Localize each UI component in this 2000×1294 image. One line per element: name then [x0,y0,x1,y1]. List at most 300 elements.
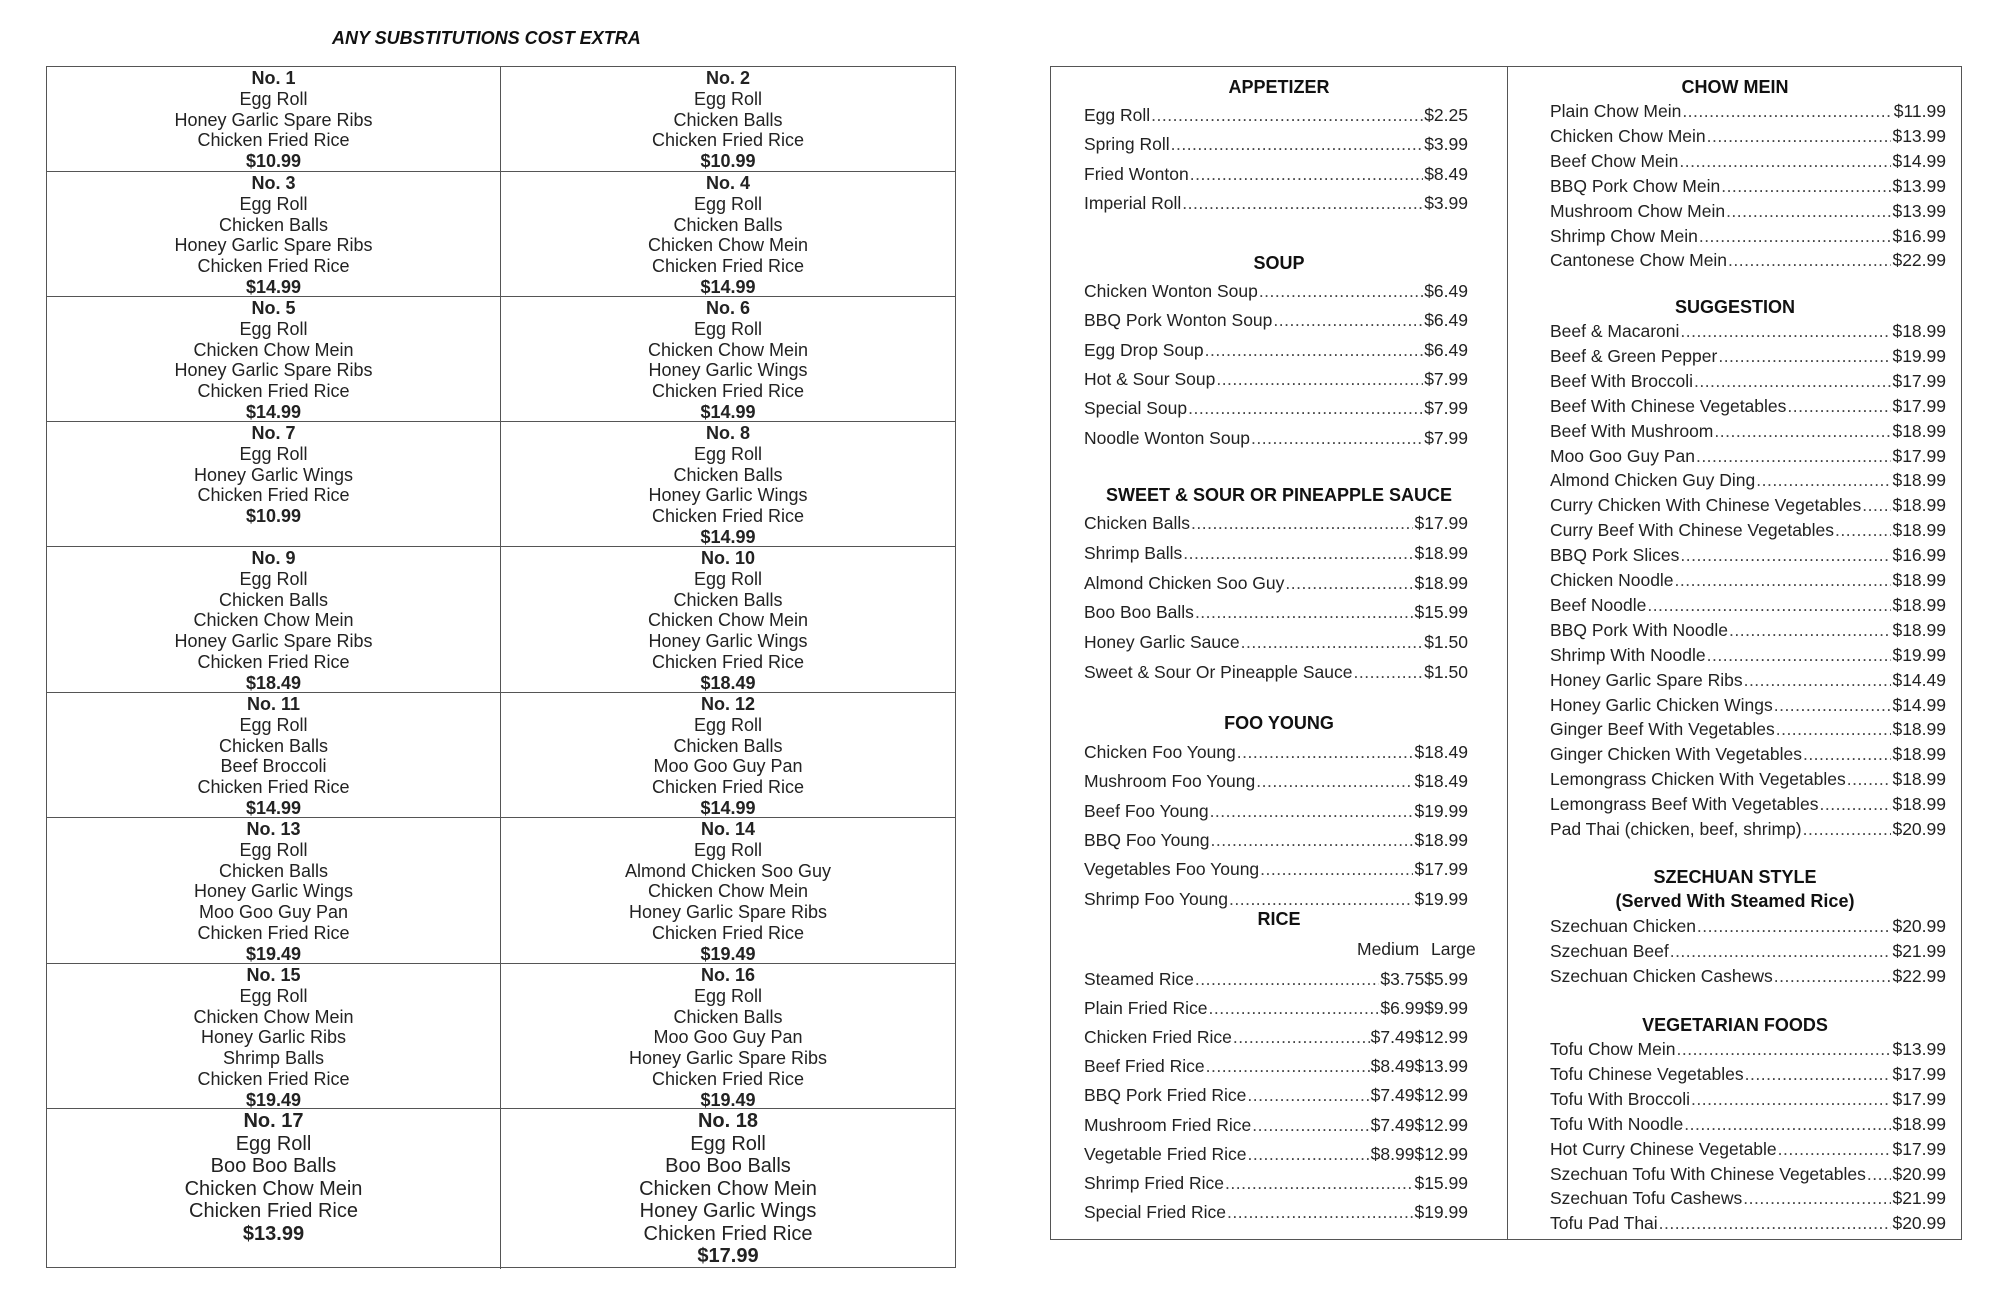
dot-leader [1803,819,1892,840]
dot-leader [1247,1144,1369,1165]
combo-item: Chicken Fried Rice [197,777,350,798]
dot-leader [1256,771,1413,792]
menu-item [1084,310,1468,331]
combo-item: Egg Roll [235,1132,312,1155]
menu-item-price: $8.49 [1370,1056,1415,1077]
combo-cell [47,67,501,171]
menu-item [1084,662,1468,683]
combo-number: No. 15 [246,965,301,985]
menu-item-name: Honey Garlic Spare Ribs [1550,669,1743,690]
combo-item: Chicken Balls [673,464,783,485]
menu-item-name: Szechuan Beef [1550,941,1669,961]
combo-item: Chicken Chow Mein [193,1006,354,1027]
menu-item [1084,1173,1468,1194]
menu-item [1550,151,1946,172]
menu-item-name: Shrimp Chow Mein [1550,225,1698,246]
dot-leader [1691,1089,1891,1110]
dot-leader [1171,134,1424,155]
menu-item-name: Szechuan Tofu With Chinese Vegetables [1550,1163,1866,1184]
dot-leader [1209,998,1380,1019]
combo-cell [501,172,955,296]
menu-item-price: $16.99 [1892,225,1946,246]
menu-item-name: Lemongrass Beef With Vegetables [1550,794,1819,815]
menu-item [1550,966,1946,987]
menu-item-price: $13.99 [1892,1039,1946,1059]
menu-item-name: Lemongrass Chicken With Vegetables [1550,769,1846,790]
dot-leader [1744,670,1892,691]
menu-item [1084,105,1468,126]
dot-leader [1233,1027,1370,1048]
combo-item: Honey Garlic Wings [193,464,354,485]
combo-item: Moo Goo Guy Pan [653,1027,803,1048]
combo-item: Chicken Chow Mein [647,235,809,256]
dot-leader [1699,226,1892,247]
menu-item-name: Shrimp Foo Young [1084,888,1228,909]
combo-price: $14.99 [700,797,756,818]
dot-leader [1225,1173,1413,1194]
combo-item: Chicken Fried Rice [651,651,805,672]
menu-item-name: BBQ Pork Fried Rice [1084,1085,1247,1106]
combo-item: Chicken Balls [673,735,783,756]
dot-leader [1835,520,1891,541]
section-title: VEGETARIAN FOODS [1642,1015,1828,1035]
dot-leader [1670,941,1892,962]
menu-item [1084,801,1468,822]
menu-item-price: $18.99 [1414,572,1468,593]
combo-row [47,1108,955,1269]
combo-price: $14.99 [700,401,756,422]
dot-leader [1211,830,1414,851]
combo-item: Chicken Balls [673,589,783,610]
dot-leader [1743,1188,1891,1209]
combo-price: $10.99 [245,151,302,172]
dot-leader [1862,495,1891,516]
menu-item-name: Beef Foo Young [1084,800,1209,821]
combo-number: No. 2 [705,68,750,88]
combo-number: No. 18 [697,1110,759,1132]
menu-item [1084,1115,1468,1136]
combo-item: Almond Chicken Soo Guy [624,860,832,881]
menu-item [1084,1144,1468,1165]
menu-item-name: Vegetable Fried Rice [1084,1143,1247,1164]
menu-item-name: Special Fried Rice [1084,1201,1226,1222]
combo-item: Honey Garlic Spare Ribs [628,1048,828,1069]
menu-item-name: Boo Boo Balls [1084,602,1194,623]
combo-item: Chicken Fried Rice [651,130,805,151]
menu-item [1084,164,1468,185]
combo-price: $18.49 [245,672,302,693]
menu-item [1084,1056,1468,1077]
menu-item-name: Curry Chicken With Chinese Vegetables [1550,495,1862,516]
menu-item [1550,695,1946,716]
menu-item-name: Tofu Pad Thai [1550,1213,1658,1234]
menu-item [1550,1188,1946,1209]
menu-item-name: Ginger Beef With Vegetables [1550,719,1775,740]
menu-item-name: Chicken Balls [1084,513,1191,533]
menu-item-name: BBQ Pork Wonton Soup [1084,310,1273,331]
combo-item: Egg Roll [693,985,763,1006]
menu-item-name: Chicken Fried Rice [1084,1027,1232,1048]
combo-cell [501,818,955,963]
dot-leader [1188,398,1423,419]
combo-item: Egg Roll [239,193,308,214]
combo-cell [47,547,501,692]
combo-item: Chicken Chow Mein [647,610,809,631]
menu-item [1550,1213,1946,1234]
menu-item-price: $18.99 [1892,470,1946,491]
combo-cell [47,172,501,296]
menu-item-price: $18.99 [1414,542,1468,563]
combo-cell [47,964,501,1108]
dot-leader [1273,310,1423,331]
combo-row [47,692,955,817]
rice-medium-header: Medium [1357,939,1420,959]
combo-price: $19.49 [245,943,302,964]
combo-item: Chicken Balls [218,735,329,756]
combo-number: No. 14 [700,819,756,839]
menu-board [1050,66,1962,1240]
menu-item [1550,1064,1946,1085]
combo-item: Chicken Chow Mein [647,339,809,360]
menu-item-name: Beef With Mushroom [1550,420,1714,441]
dot-leader [1728,250,1891,271]
menu-item [1084,602,1468,623]
dot-leader [1241,632,1424,653]
combo-item: Chicken Balls [673,214,783,235]
combo-row [47,171,955,296]
section-title: SUGGESTION [1674,297,1795,317]
menu-item-name: Spring Roll [1084,134,1170,155]
combo-item: Egg Roll [693,568,763,589]
menu-item-price-large: $12.99 [1414,1114,1468,1135]
menu-item [1084,859,1468,880]
menu-item-name: Pad Thai (chicken, beef, shrimp) [1550,819,1802,839]
menu-item-name: Fried Wonton [1084,163,1189,184]
combo-row [47,67,955,171]
combo-cell [501,67,955,171]
menu-item-price: $17.99 [1414,513,1468,533]
menu-item-name: Steamed Rice [1084,969,1194,989]
menu-item-price: $18.99 [1892,794,1946,815]
menu-item-name: Chicken Noodle [1550,570,1674,590]
combo-item: Chicken Fried Rice [651,1068,805,1089]
menu-item [1550,446,1946,467]
menu-item [1550,101,1946,122]
menu-item-price: $3.99 [1424,134,1468,155]
combo-row [47,963,955,1108]
menu-item-price: $22.99 [1892,966,1946,986]
combo-item: Chicken Fried Rice [197,130,350,151]
combo-item: Chicken Chow Mein [639,1177,817,1200]
combo-item: Chicken Fried Rice [643,1222,813,1245]
menu-item [1550,769,1946,790]
section-title: SOUP [1253,253,1305,273]
combo-price: $14.99 [245,401,302,422]
menu-item [1550,346,1946,367]
menu-item-name: Szechuan Tofu Cashews [1550,1188,1743,1209]
menu-item [1084,134,1468,155]
menu-item-name: BBQ Pork With Noodle [1550,619,1728,640]
menu-item-price: $21.99 [1892,941,1946,961]
combo-item: Chicken Fried Rice [197,1068,350,1089]
dot-leader [1182,193,1423,214]
menu-item [1550,520,1946,541]
combo-row [47,546,955,692]
menu-item-name: BBQ Foo Young [1084,829,1210,850]
menu-item-name: Szechuan Chicken [1550,916,1696,936]
menu-item-name: BBQ Pork Chow Mein [1550,175,1721,196]
combo-item: Honey Garlic Spare Ribs [174,235,373,256]
section-title: RICE [1257,909,1301,929]
menu-item [1550,495,1946,516]
combo-table [46,66,956,1268]
menu-item-price: $22.99 [1892,250,1946,271]
combo-item: Egg Roll [239,714,308,735]
menu-item-price: $18.99 [1892,520,1946,541]
menu-item [1084,1202,1468,1223]
menu-item [1550,201,1946,222]
combo-cell [501,1109,955,1269]
dot-leader [1694,371,1892,392]
menu-item-name: Tofu Chinese Vegetables [1550,1063,1744,1084]
menu-item-price: $18.99 [1892,619,1946,640]
dot-leader [1682,101,1892,122]
combo-item: Chicken Chow Mein [647,881,809,902]
section-title: SZECHUAN STYLE [1653,867,1817,887]
combo-item: Egg Roll [693,714,763,735]
combo-item: Honey Garlic Wings [193,881,354,902]
combo-item: Honey Garlic Spare Ribs [174,109,373,130]
combo-item: Honey Garlic Wings [648,631,808,652]
dot-leader [1210,801,1414,822]
dot-leader [1679,151,1891,172]
combo-number: No. 5 [251,298,296,318]
menu-item-price: $18.49 [1414,742,1468,762]
dot-leader [1729,620,1891,641]
combo-price: $10.99 [700,151,756,172]
menu-item [1550,250,1946,271]
menu-item-price: $18.99 [1414,829,1468,850]
combo-item: Egg Roll [239,985,308,1006]
dot-leader [1191,513,1413,534]
menu-item-name: Beef & Green Pepper [1550,345,1718,366]
menu-item-price: $13.99 [1892,175,1946,196]
menu-item-price: $6.49 [1424,310,1468,331]
menu-item-name: Beef With Broccoli [1550,370,1693,391]
menu-item-price: $7.99 [1424,398,1468,419]
dot-leader [1820,794,1892,815]
dot-leader [1867,1164,1892,1185]
combo-item: Honey Garlic Wings [639,1200,817,1222]
combo-number: No. 1 [251,68,296,88]
menu-item-price: $1.50 [1424,632,1468,653]
menu-item [1084,969,1468,990]
menu-item [1550,670,1946,691]
combo-item: Moo Goo Guy Pan [653,756,803,777]
combo-number: No. 17 [243,1110,304,1132]
dot-leader [1726,201,1891,222]
menu-item-name: Moo Goo Guy Pan [1550,445,1695,466]
dot-leader [1659,1213,1892,1234]
combo-item: Moo Goo Guy Pan [198,902,349,923]
combo-number: No. 7 [251,423,296,443]
menu-item [1084,281,1468,302]
menu-item-price: $18.99 [1892,321,1946,341]
menu-item-name: Chicken Foo Young [1084,742,1236,762]
menu-item-name: Hot & Sour Soup [1084,368,1216,389]
combo-item: Honey Garlic Wings [648,485,808,506]
menu-item-price: $7.99 [1424,368,1468,389]
combo-cell [501,297,955,421]
combo-item: Boo Boo Balls [665,1155,791,1177]
dot-leader [1680,321,1891,342]
dot-leader [1774,695,1892,716]
menu-item-name: Sweet & Sour Or Pineapple Sauce [1084,662,1353,682]
combo-item: Egg Roll [239,839,308,860]
menu-item-name: Mushroom Fried Rice [1084,1114,1252,1135]
dot-leader [1774,966,1892,987]
menu-item-name: Egg Drop Soup [1084,339,1204,360]
menu-item-name: BBQ Pork Slices [1550,545,1680,566]
menu-item-price: $19.99 [1892,644,1946,665]
menu-item [1084,543,1468,564]
menu-item-price: $3.99 [1424,192,1468,213]
menu-item-price: $21.99 [1892,1188,1946,1209]
combo-cell [47,693,501,817]
dot-leader [1183,543,1413,564]
combo-item: Honey Garlic Spare Ribs [174,631,373,652]
menu-item-price: $19.99 [1414,1201,1468,1222]
menu-item-price: $7.49 [1370,1085,1415,1106]
combo-price: $17.99 [697,1245,759,1267]
menu-item-price: $6.49 [1424,339,1468,360]
menu-item-name: Ginger Chicken With Vegetables [1550,744,1802,765]
combo-item: Chicken Fried Rice [651,922,805,943]
combo-item: Honey Garlic Spare Ribs [628,902,828,923]
combo-price: $14.99 [245,276,302,297]
combo-price: $18.49 [700,672,756,693]
combo-cell [47,422,501,546]
dot-leader [1151,105,1423,126]
menu-item-name: Cantonese Chow Mein [1550,250,1728,271]
dot-leader [1206,1056,1370,1077]
menu-item-name: Tofu Chow Mein [1550,1039,1676,1059]
combo-item: Chicken Fried Rice [197,381,350,402]
menu-item [1084,369,1468,390]
menu-item [1550,645,1946,666]
combo-price: $14.99 [700,526,756,547]
menu-item-name: Shrimp Fried Rice [1084,1172,1225,1193]
menu-item-price: $7.49 [1370,1027,1415,1048]
menu-item-price-large: $5.99 [1424,969,1468,989]
combo-cell [47,1109,501,1269]
menu-item [1084,573,1468,594]
menu-item-name: Imperial Roll [1084,192,1182,213]
dot-leader [1680,545,1891,566]
dot-leader [1697,916,1892,937]
menu-item [1550,1089,1946,1110]
dot-leader [1354,662,1424,683]
menu-item-price: $18.99 [1892,744,1946,765]
combo-item: Chicken Chow Mein [193,610,354,631]
dot-leader [1195,602,1414,623]
menu-item-name: Mushroom Chow Mein [1550,200,1726,221]
menu-item [1550,794,1946,815]
menu-item-name: Almond Chicken Guy Ding [1550,470,1756,491]
menu-item-name: Noodle Wonton Soup [1084,427,1251,448]
menu-item-price: $11.99 [1893,101,1946,121]
menu-item-price: $14.99 [1892,150,1946,171]
menu-item-price: $2.25 [1424,105,1468,125]
menu-item-price: $7.49 [1370,1114,1415,1135]
combo-cell [501,964,955,1108]
menu-item [1550,1164,1946,1185]
dot-leader [1721,176,1891,197]
combo-item: Chicken Fried Rice [197,922,350,943]
combo-number: No. 12 [700,694,756,714]
menu-item [1550,595,1946,616]
combo-number: No. 10 [700,548,756,568]
dot-leader [1707,126,1892,147]
dot-leader [1216,369,1423,390]
combo-item: Honey Garlic Ribs [200,1027,347,1048]
combo-item: Honey Garlic Wings [648,360,808,381]
menu-item [1550,719,1946,740]
dot-leader [1787,396,1891,417]
dot-leader [1714,421,1891,442]
menu-item-name: Honey Garlic Chicken Wings [1550,694,1773,715]
menu-item-price: $15.99 [1414,1172,1468,1193]
menu-item-price: $18.99 [1892,769,1946,790]
menu-item-price: $17.99 [1892,1063,1946,1084]
menu-item [1084,513,1468,534]
combo-item: Egg Roll [693,443,763,464]
combo-item: Honey Garlic Spare Ribs [174,360,373,381]
menu-item-name: Vegetables Foo Young [1084,859,1260,880]
menu-item-price: $18.99 [1892,594,1946,615]
menu-item [1550,371,1946,392]
menu-item [1550,421,1946,442]
menu-item-price: $6.99 [1380,998,1425,1019]
substitutions-notice: ANY SUBSTITUTIONS COST EXTRA [332,28,641,48]
menu-item-price: $13.99 [1892,125,1946,146]
menu-item [1550,470,1946,491]
combo-item: Egg Roll [693,318,763,339]
menu-item [1550,1114,1946,1135]
menu-item [1084,193,1468,214]
combo-item: Chicken Fried Rice [189,1200,358,1222]
menu-item-price: $18.99 [1892,1113,1946,1134]
dot-leader [1778,1139,1892,1160]
combo-item: Chicken Balls [673,1006,783,1027]
combo-price: $19.49 [245,1089,302,1110]
menu-item [1084,340,1468,361]
combo-price: $10.99 [245,506,302,527]
dot-leader [1205,340,1424,361]
menu-item [1550,916,1946,937]
section-title: CHOW MEIN [1681,77,1789,97]
combo-price: $19.49 [700,943,756,964]
section-title: FOO YOUNG [1224,713,1334,733]
menu-item-name: Tofu With Noodle [1550,1113,1684,1134]
menu-item-price: $19.99 [1414,888,1468,909]
menu-item-price-large: $12.99 [1414,1027,1468,1048]
dot-leader [1190,164,1423,185]
dot-leader [1195,969,1379,990]
menu-item [1550,545,1946,566]
dot-leader [1675,570,1892,591]
combo-item: Chicken Balls [218,214,329,235]
